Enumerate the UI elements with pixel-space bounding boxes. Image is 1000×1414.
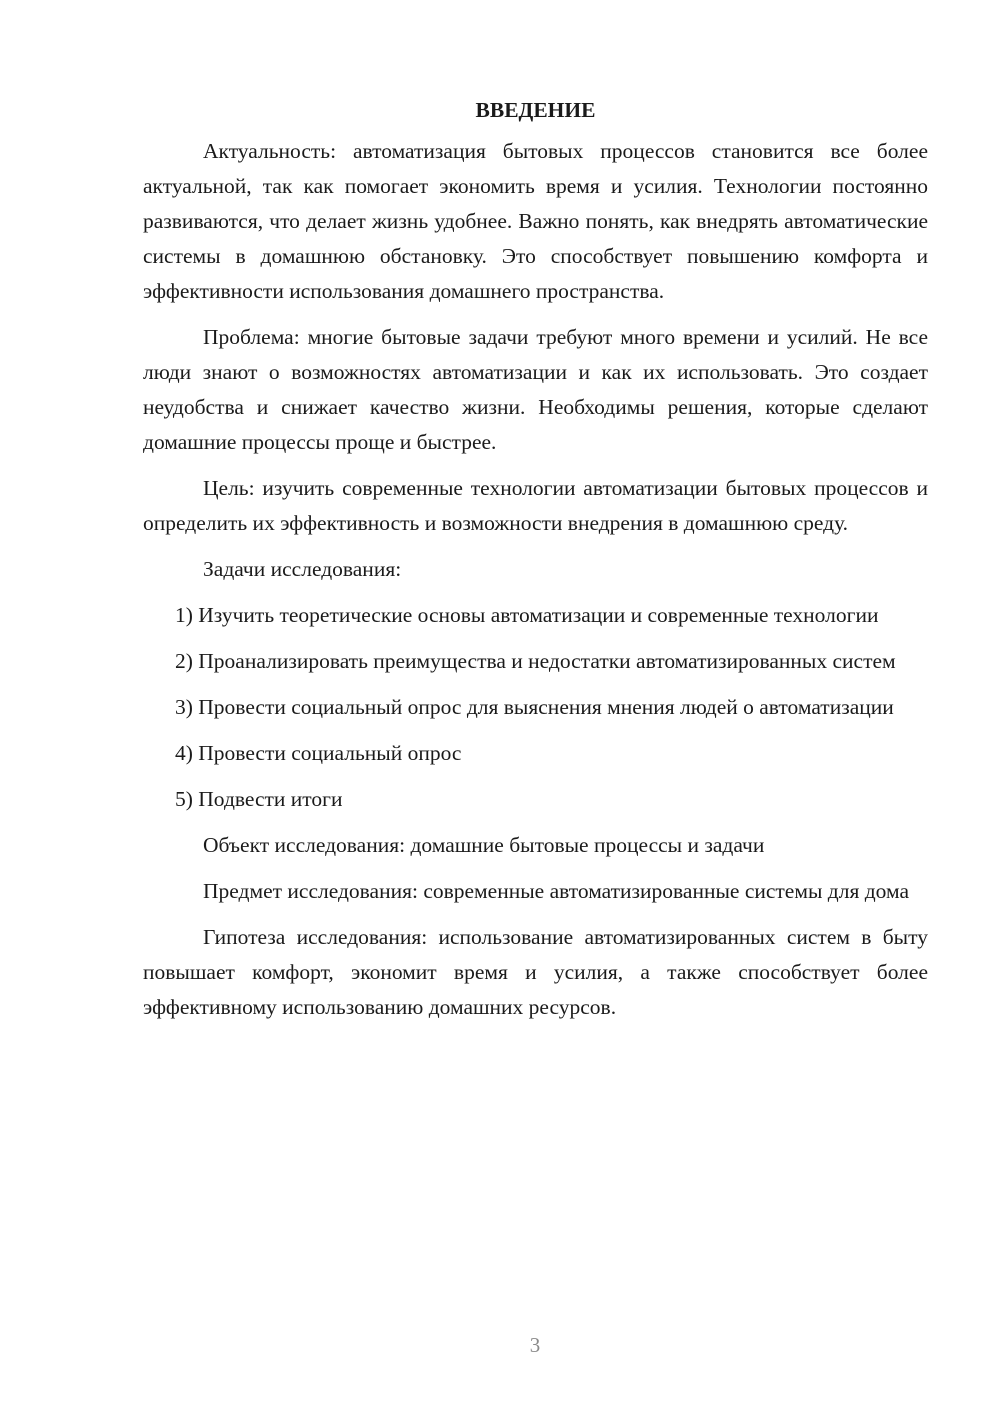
task-item-3: 3) Провести социальный опрос для выяснения мнения людей о автоматизации	[175, 695, 894, 719]
document-page	[143, 95, 928, 1036]
tasks-title: Задачи исследования:	[203, 557, 402, 581]
paragraph-relevance: Актуальность: автоматизация бытовых процессов становится все более актуальной, так как помогает экономить время и усилия. Технологии постоянно развиваются, что делает жизнь удобнее. Важно понять, как внедрять автоматические системы в домашнюю обстановку. Это способствует повышению комфорта и эффективности использования домашнего пространства.	[143, 139, 928, 303]
task-item-5: 5) Подвести итоги	[175, 787, 343, 811]
page-number: 3	[529, 1333, 541, 1357]
paragraph-object: Объект исследования: домашние бытовые процессы и задачи	[203, 833, 765, 857]
paragraph-goal: Цель: изучить современные технологии автоматизации бытовых процессов и определить их эффективность и возможности внедрения в домашнюю среду.	[143, 476, 928, 535]
paragraph-problem: Проблема: многие бытовые задачи требуют много времени и усилий. Не все люди знают о возможностях автоматизации и как их использовать. Это создает неудобства и снижает качество жизни. Необходимы решения, которые сделают домашние процессы проще и быстрее.	[143, 325, 928, 454]
task-item-2: 2) Проанализировать преимущества и недостатки автоматизированных систем	[175, 649, 896, 673]
section-heading: ВВЕДЕНИЕ	[475, 98, 596, 122]
paragraph-subject: Предмет исследования: современные автоматизированные системы для дома	[203, 879, 909, 903]
task-item-1: 1) Изучить теоретические основы автоматизации и современные технологии	[175, 603, 879, 627]
paragraph-hypothesis: Гипотеза исследования: использование автоматизированных систем в быту повышает комфорт, экономит время и усилия, а также способствует более эффективному использованию домашних ресурсов.	[143, 925, 928, 1019]
task-item-4: 4) Провести социальный опрос	[175, 741, 462, 765]
